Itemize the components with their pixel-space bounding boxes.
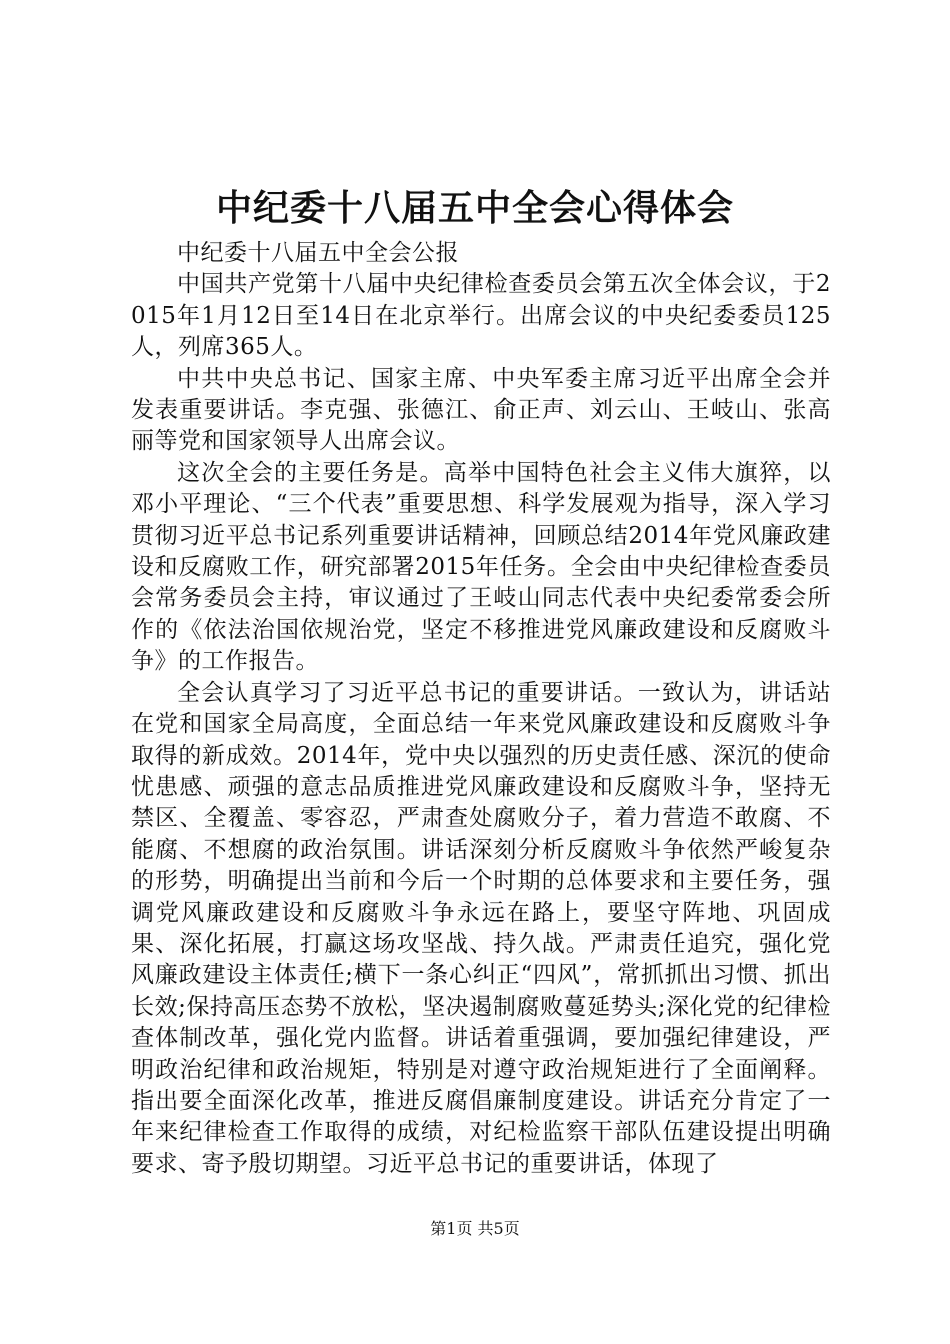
paragraph: 这次全会的主要任务是。高举中国特色社会主义伟大旗猝，以邓小平理论、“三个代表”重要思想、科学发展观为指导，深入学习贯彻习近平总书记系列重要讲话精神，回顾总结2014年党风廉政建设和反腐败工作，研究部署2015年任务。全会由中央纪律检查委员会常务委员会主持，审议通过了王岐山同志代表中央纪委常委会所作的《依法治国依规治党，坚定不移推进党风廉政建设和反腐败斗争》的工作报告。 (131, 459, 831, 675)
paragraph: 全会认真学习了习近平总书记的重要讲话。一致认为，讲话站在党和国家全局高度，全面总结一年来党风廉政建设和反腐败斗争取得的新成效。2014年，党中央以强烈的历史责任感、深沉的使命忧患感、顽强的意志品质推进党风廉政建设和反腐败斗争，坚持无禁区、全覆盖、零容忍，严肃查处腐败分子，着力营造不敢腐、不能腐、不想腐的政治氛围。讲话深刻分析反腐败斗争依然严峻复杂的形势，明确提出当前和今后一个时期的总体要求和主要任务，强调党风廉政建设和反腐败斗争永远在路上，要坚守阵地、巩固成果、深化拓展，打赢这场攻坚战、持久战。严肃责任追究，强化党风廉政建设主体责任;横下一条心纠正“四风”，常抓抓出习惯、抓出长效;保持高压态势不放松，坚决遏制腐败蔓延势头;深化党的纪律检查体制改革，强化党内监督。讲话着重强调，要加强纪律建设，严明政治纪律和政治规矩，特别是对遵守政治规矩进行了全面阐释。指出要全面深化改革，推进反腐倡廉制度建设。讲话充分肯定了一年来纪律检查工作取得的成绩，对纪检监察干部队伍建设提出明确要求、寄予殷切期望。习近平总书记的重要讲话，体现了 (131, 679, 831, 1177)
document-title: 中纪委十八届五中全会心得体会 (215, 188, 734, 229)
paragraph: 中国共产党第十八届中央纪律检查委员会第五次全体会议，于2015年1月12日至14日在北京举行。出席会议的中央纪委委员125人，列席365人。 (131, 271, 831, 361)
page-footer: 第1页 共5页 (430, 1219, 520, 1238)
paragraph: 中共中央总书记、国家主席、中央军委主席习近平出席全会并发表重要讲话。李克强、张德江、俞正声、刘云山、王岐山、张高丽等党和国家领导人出席会议。 (131, 365, 831, 455)
paragraph-subtitle: 中纪委十八届五中全会公报 (177, 240, 459, 266)
document-body (131, 238, 831, 1180)
